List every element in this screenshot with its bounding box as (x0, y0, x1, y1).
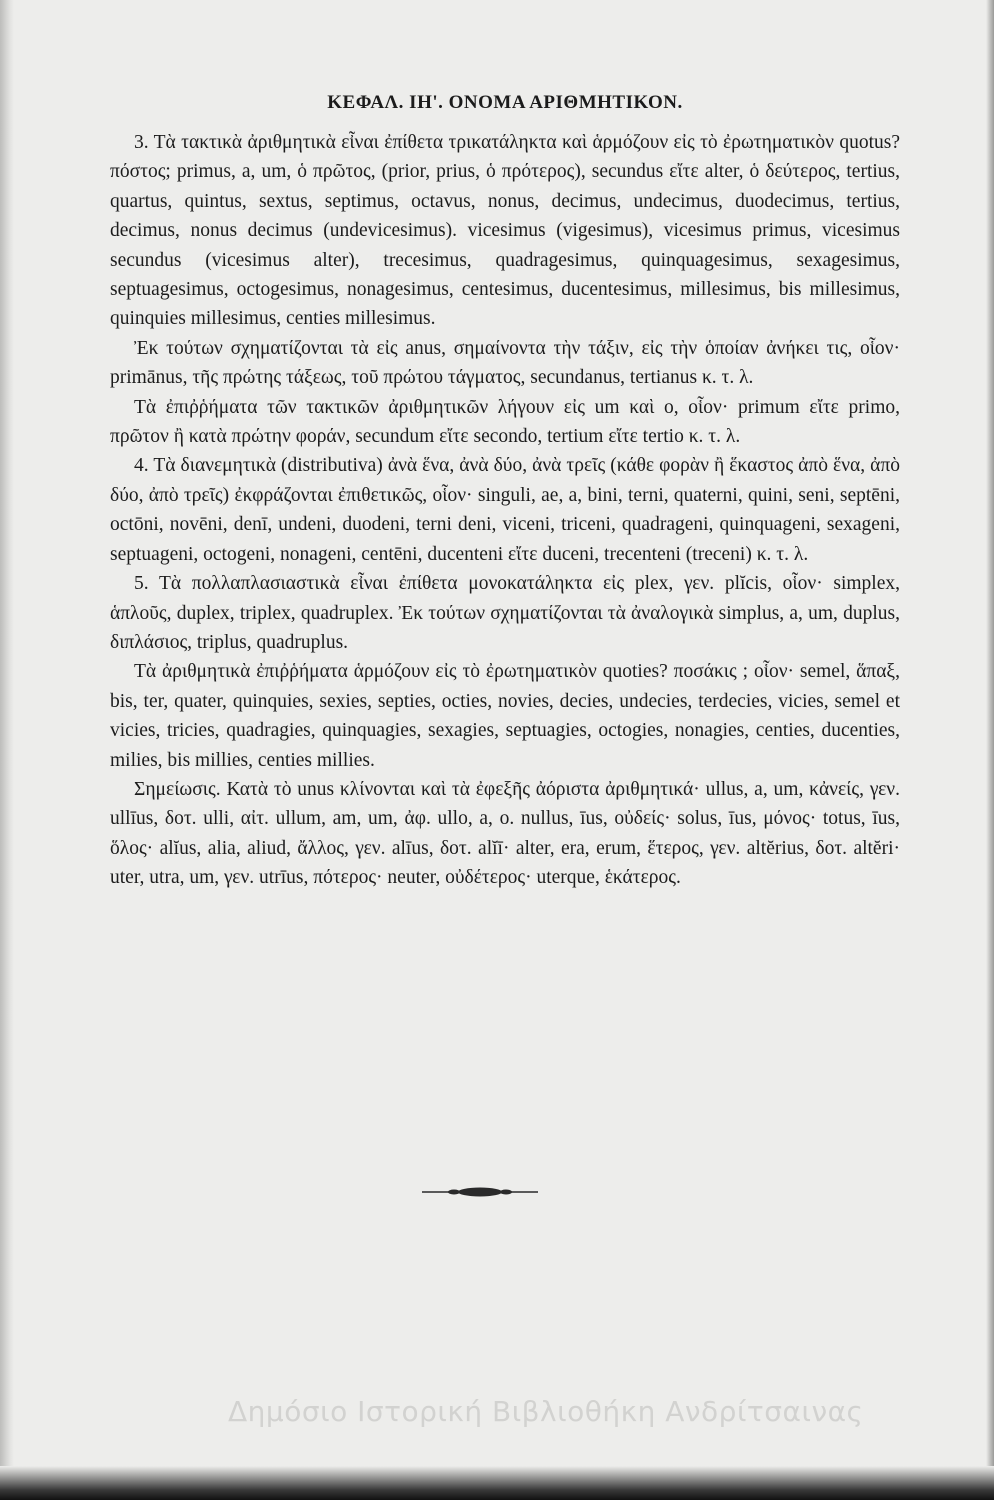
paragraph-numeral-adverbs: Τὰ ἀριθμητικὰ ἐπιῤῥήματα ἁρμόζουν εἰς τὸ ἐρωτηματικὸν quoties? ποσάκις ; οἷον· semel, ἅπαξ, bis, ter, quater, quinquies, sexies, septies, octies, novies, decies, undecies, terdecies, vicies, semel et vicies, tricies, quadragies, quinquagies, sexagies, septuagies, octogies, nonagies, centies, ducenties, milies, bis millies, centies millies. (110, 661, 900, 771)
page-left-edge-shadow (0, 0, 14, 1500)
paragraph-note-indefinite: Σημείωσις. Κατὰ τὸ unus κλίνονται καὶ τὰ ἐφεξῆς ἀόριστα ἀριθμητικά· ullus, a, um, κἀνείς, γεν. ullīus, δοτ. ulli, αἰτ. ullum, am, um, ἀφ. ullo, a, o. nullus, īus, οὐδείς· solus, īus, μόνος· totus, īus, ὅλος· alĭus, alia, aliud, ἄλλος, γεν. alīus, δοτ. alĭī· alter, era, erum, ἕτερος, γεν. altĕrius, δοτ. altĕri· uter, utra, um, γεν. utrīus, πότερος· neuter, οὐδέτερος· uterque, ἑκάτερος. (110, 778, 900, 889)
paragraph-distributive-numbers: 4. Τὰ διανεμητικὰ (distributiva) ἀνὰ ἕνα, ἀνὰ δύο, ἀνὰ τρεῖς (κάθε φορὰν ἢ ἕκαστος ἀπὸ ἕνα, ἀπὸ δύο, ἀπὸ τρεῖς) ἐκφράζονται ἐπιθετικῶς, οἷον· singuli, ae, a, bini, terni, quaterni, quini, seni, septēni, octōni, novēni, denī, undeni, duodeni, terni deni, viceni, triceni, quadrageni, quinquageni, sexageni, septuageni, octogeni, nonageni, centēni, ducenteni εἴτε duceni, trecenteni (treceni) κ. τ. λ. (110, 455, 900, 565)
library-watermark: Δημόσιο Ιστορική Βιβλιοθήκη Ανδρίτσαινας (228, 1395, 864, 1428)
paragraph-anus-derivatives: Ἐκ τούτων σχηματίζονται τὰ εἰς anus, σημαίνοντα τὴν τάξιν, εἰς τὴν ὁποίαν ἀνήκει τις, οἷον· primānus, τῆς πρώτης τάξεως, τοῦ πρώτου τάγματος, secundanus, tertianus κ. τ. λ. (110, 337, 900, 389)
page-bottom-edge-shadow (0, 1466, 994, 1500)
section-end-ornament (420, 1185, 540, 1199)
page-body-text (110, 128, 900, 893)
page-right-edge-shadow (986, 0, 994, 1500)
paragraph-multiplicative-numbers: 5. Τὰ πολλαπλασιαστικὰ εἶναι ἐπίθετα μονοκατάληκτα εἰς plex, γεν. plĭcis, οἷον· simplex, ἁπλοῦς, duplex, triplex, quadruplex. Ἐκ τούτων σχηματίζονται τὰ ἀναλογικὰ simplus, a, um, duplus, διπλάσιος, triplus, quadruplus. (110, 573, 900, 653)
paragraph-ordinal-adverbs: Τὰ ἐπιῤῥήματα τῶν τακτικῶν ἀριθμητικῶν λήγουν εἰς um καὶ o, οἷον· primum εἴτε primo, πρῶτον ἢ κατὰ πρώτην φοράν, secundum εἴτε secondo, tertium εἴτε tertio κ. τ. λ. (110, 396, 900, 448)
paragraph-ordinal-numbers: 3. Τὰ τακτικὰ ἀριθμητικὰ εἶναι ἐπίθετα τρικατάληκτα καὶ ἁρμόζουν εἰς τὸ ἐρωτηματικὸν quotus? πόστος; primus, a, um, ὁ πρῶτος, (prior, prius, ὁ πρότερος), secundus εἴτε alter, ὁ δεύτερος, tertius, quartus, quintus, sextus, septimus, octavus, nonus, decimus, undecimus, duodecimus, tertius, decimus, nonus decimus (undevicesimus). vicesimus (vigesimus), vicesimus primus, vicesimus secundus (vicesimus alter), trecesimus, quadragesimus, quinquagesimus, sexagesimus, septuagesimus, octogesimus, nonagesimus, centesimus, ducentesimus, millesimus, bis millesimus, quinquies millesimus, centies millesimus. (110, 132, 900, 330)
chapter-heading: ΚΕΦΑΛ. ΙΗ'. ΟΝΟΜΑ ΑΡΙΘΜΗΤΙΚΟΝ. (327, 92, 683, 113)
